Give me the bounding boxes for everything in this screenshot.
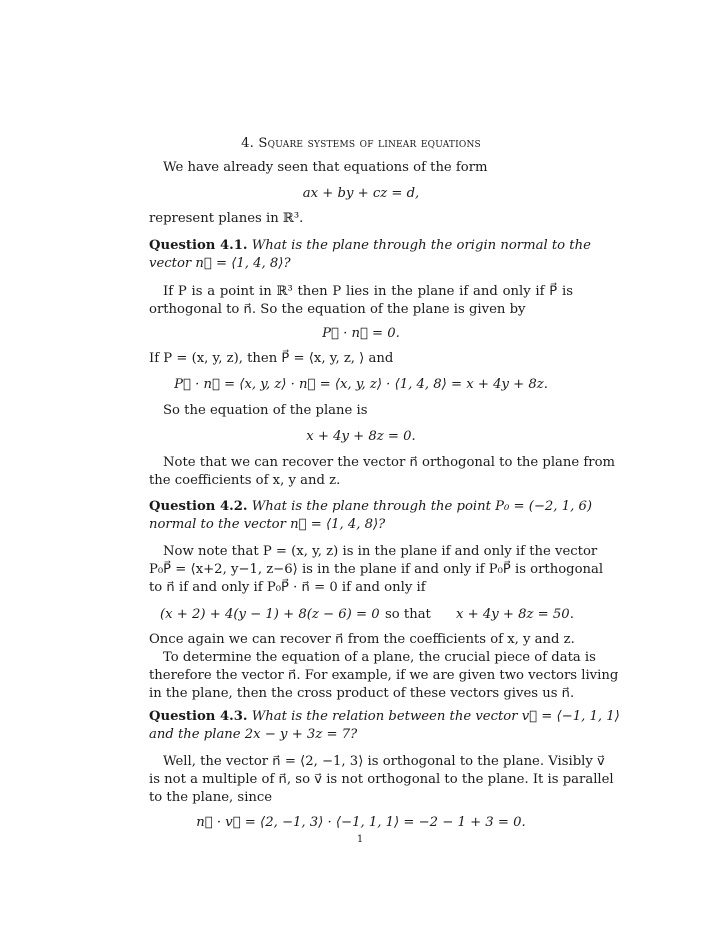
equation-plane-general: ax + by + cz = d,: [302, 186, 420, 201]
question-4-1-text: What is the plane through the origin normal to the: [251, 238, 591, 253]
equation-dot-zero: P⃗ · n⃗ = 0.: [322, 326, 400, 341]
paragraph-point-line1: If P is a point in ℝ³ then P lies in the plane if and only if P⃗ is: [163, 284, 573, 299]
paragraph-intro: We have already seen that equations of the form: [163, 160, 488, 175]
question-4-3-text: What is the relation between the vector v⃗ = ⟨−1, 1, 1⟩: [251, 709, 620, 724]
paragraph-so-equation: So the equation of the plane is: [163, 403, 368, 418]
paragraph-determine-line1: To determine the equation of a plane, the crucial piece of data is: [163, 650, 596, 665]
question-4-3-label: Question 4.3.: [149, 709, 248, 724]
paragraph-well-line2: is not a multiple of n⃗, so v⃗ is not orthogonal to the plane. It is parallel: [149, 772, 614, 787]
paragraph-well-line1: Well, the vector n⃗ = ⟨2, −1, 3⟩ is orthogonal to the plane. Visibly v⃗: [163, 754, 605, 769]
paragraph-well-line3: to the plane, since: [149, 790, 273, 805]
paragraph-point-line2: orthogonal to n⃗. So the equation of the plane is given by: [149, 302, 526, 317]
equation-dot-product-zero: n⃗ · v⃗ = ⟨2, −1, 3⟩ · ⟨−1, 1, 1⟩ = −2 − 1 + 3 = 0.: [196, 815, 526, 830]
paragraph-once-again: Once again we can recover n⃗ from the coefficients of x, y and z.: [149, 632, 575, 647]
question-4-2-line1: [149, 498, 592, 516]
question-4-3-line1: [149, 708, 620, 726]
paragraph-determine-line2: therefore the vector n⃗. For example, if we are given two vectors living: [149, 668, 619, 683]
paragraph-recover-line1: Note that we can recover the vector n⃗ orthogonal to the plane from: [163, 455, 616, 470]
paragraph-determine-line3: in the plane, then the cross product of these vectors gives us n⃗.: [149, 686, 575, 701]
section-title: 4. Square systems of linear equations: [241, 136, 481, 151]
equation-expanded-left: (x + 2) + 4(y − 1) + 8(z − 6) = 0: [160, 607, 380, 622]
question-4-1-line1: [149, 237, 591, 255]
equation-plane-origin: x + 4y + 8z = 0.: [306, 429, 416, 444]
paragraph-if-p: If P = (x, y, z), then P⃗ = ⟨x, y, z, ⟩ and: [149, 351, 394, 366]
question-4-3-line2: and the plane 2x − y + 3z = 7?: [149, 727, 358, 742]
paragraph-now-note-line1: Now note that P = (x, y, z) is in the plane if and only if the vector: [163, 544, 598, 559]
paragraph-now-note-line2: P₀P⃗ = ⟨x+2, y−1, z−6⟩ is in the plane if and only if P₀P⃗ is orthogonal: [149, 562, 604, 577]
equation-dot-expanded: P⃗ · n⃗ = ⟨x, y, z⟩ · n⃗ = ⟨x, y, z⟩ · ⟨1, 4, 8⟩ = x + 4y + 8z.: [174, 377, 548, 392]
question-4-2-label: Question 4.2.: [149, 499, 248, 514]
equation-expanded-right: x + 4y + 8z = 50.: [456, 607, 574, 622]
paragraph-planes: represent planes in ℝ³.: [149, 211, 304, 226]
question-4-2-text: What is the plane through the point P₀ = (−2, 1, 6): [251, 499, 592, 514]
paragraph-now-note-line3: to n⃗ if and only if P₀P⃗ · n⃗ = 0 if and only if: [149, 580, 426, 595]
question-4-1-label: Question 4.1.: [149, 238, 248, 253]
page-number: 1: [356, 834, 364, 845]
question-4-1-line2: vector n⃗ = ⟨1, 4, 8⟩?: [149, 256, 291, 271]
question-4-2-line2: normal to the vector n⃗ = ⟨1, 4, 8⟩?: [149, 517, 386, 532]
paragraph-recover-line2: the coefficients of x, y and z.: [149, 473, 341, 488]
equation-so-that: so that: [385, 607, 431, 622]
